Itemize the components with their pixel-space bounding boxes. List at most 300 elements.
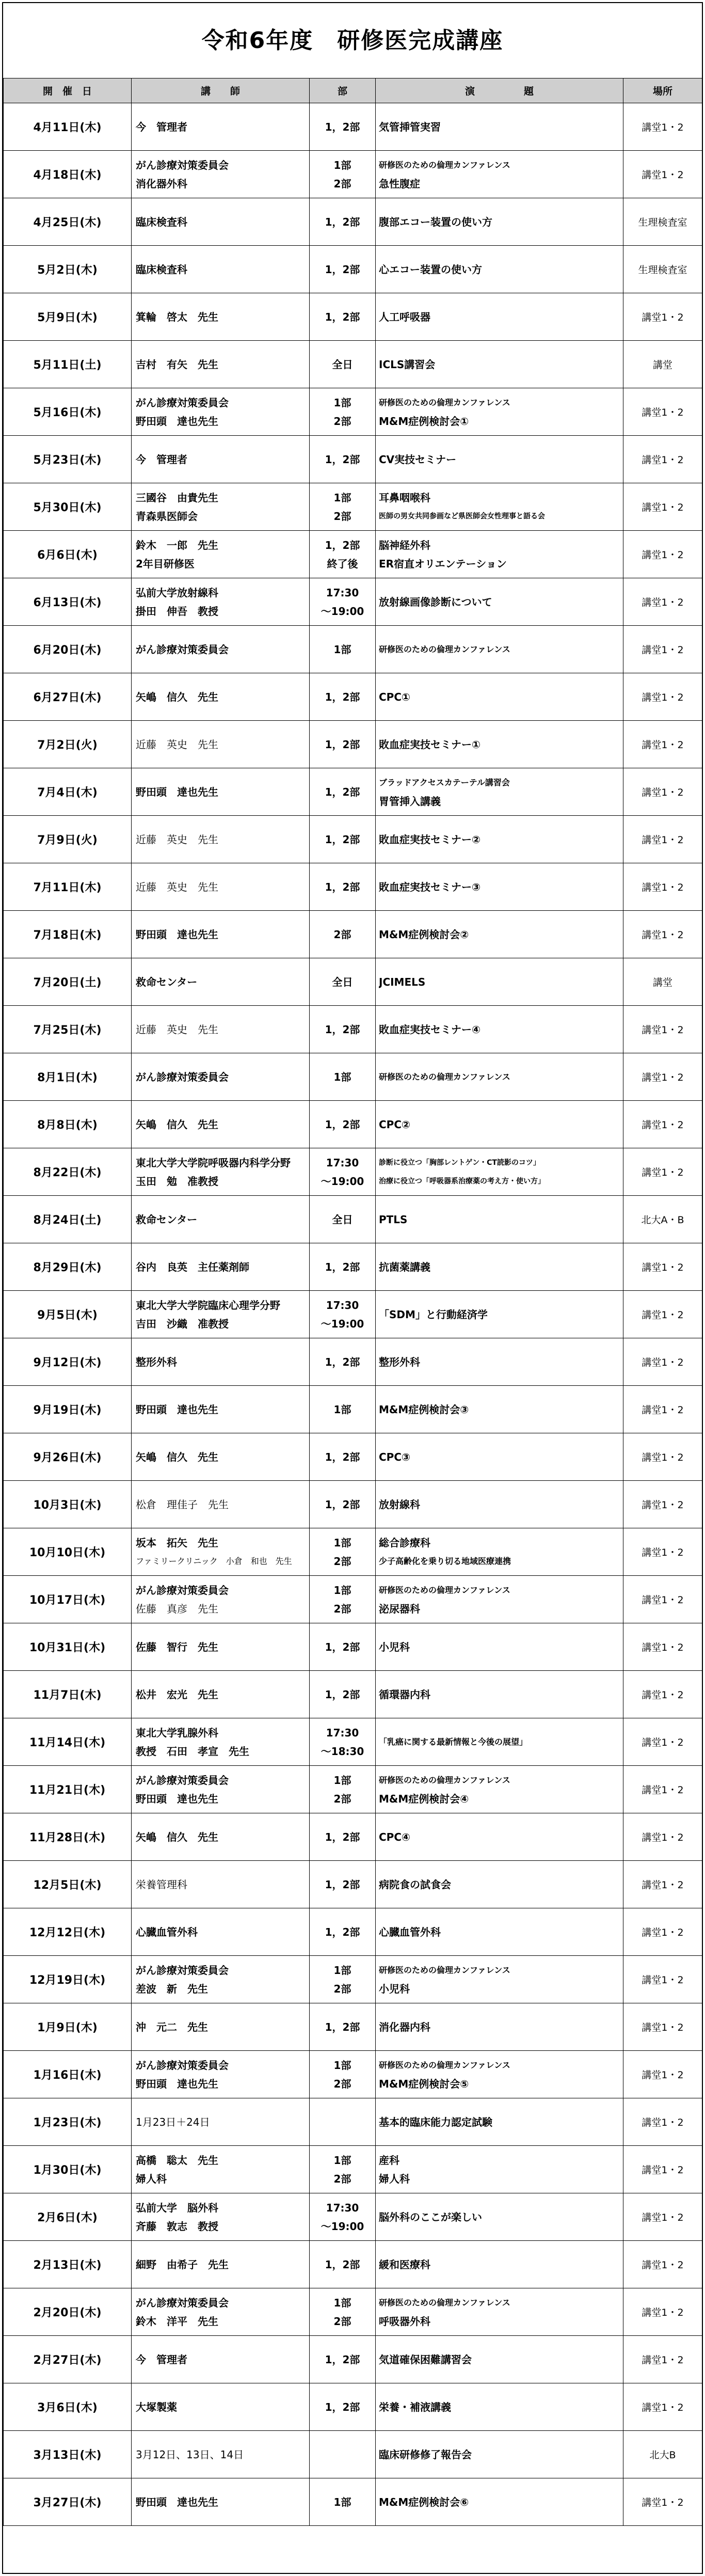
topic-line: 研修医のための倫理カンファレンス	[379, 1775, 510, 1785]
lec-line: 近藤 英史 先生	[136, 738, 218, 751]
topic-line: 研修医のための倫理カンファレンス	[379, 644, 510, 654]
topic-cell	[376, 1053, 623, 1101]
part-line: 1部	[333, 2059, 351, 2072]
place-cell: 講堂1・2	[623, 293, 702, 341]
place-cell: 講堂	[623, 958, 702, 1006]
topic-line: 循環器内科	[379, 1688, 430, 1701]
date-cell: 5月23日(木)	[4, 436, 132, 483]
place-cell: 講堂1・2	[623, 388, 702, 436]
part-line: 1部	[333, 1584, 351, 1597]
topic-line: 病院食の試食会	[379, 1878, 451, 1891]
topic-line: 心エコー装置の使い方	[379, 263, 482, 276]
topic-cell	[376, 1481, 623, 1528]
part-line: 1，2部	[325, 1450, 360, 1463]
part-line: 2部	[333, 2315, 351, 2328]
date-cell: 6月27日(木)	[4, 673, 132, 721]
part-line: 1部	[333, 2154, 351, 2167]
topic-line: 脳神経外科	[379, 539, 430, 551]
topic-line: ブラッドアクセスカテーテル講習会	[379, 777, 510, 787]
date-cell: 4月25日(木)	[4, 198, 132, 246]
table-row	[4, 1813, 702, 1861]
part-cell	[310, 2003, 376, 2051]
table-row	[4, 436, 702, 483]
part-cell	[310, 911, 376, 958]
part-line: 1，2部	[325, 1830, 360, 1843]
lecturer-cell	[132, 1481, 310, 1528]
part-cell	[310, 388, 376, 436]
lec-line: 近藤 英史 先生	[136, 880, 218, 893]
topic-line: 婦人科	[379, 2172, 410, 2185]
part-cell	[310, 2051, 376, 2098]
date-cell: 9月19日(木)	[4, 1386, 132, 1433]
topic-cell	[376, 1196, 623, 1243]
topic-line: CPC②	[379, 1118, 410, 1131]
date-cell: 7月2日(火)	[4, 721, 132, 768]
table-row	[4, 1718, 702, 1766]
lec-line: 栄養管理科	[136, 1878, 187, 1891]
lec-line: 佐藤 真彦 先生	[136, 1602, 218, 1615]
lec-line: 佐藤 智行 先生	[136, 1640, 218, 1653]
table-row	[4, 626, 702, 673]
lecturer-cell	[132, 673, 310, 721]
topic-line: 腹部エコー装置の使い方	[379, 215, 492, 228]
topic-line: 臨床研修修了報告会	[379, 2448, 472, 2461]
place-cell: 講堂	[623, 341, 702, 388]
part-line: 1部	[333, 491, 351, 504]
topic-line: 整形外科	[379, 1355, 420, 1368]
date-cell: 1月16日(木)	[4, 2051, 132, 2098]
part-line: 1，2部	[325, 539, 360, 551]
topic-cell	[376, 483, 623, 531]
lec-line: 教授 石田 孝宣 先生	[136, 1745, 249, 1758]
place-cell: 講堂1・2	[623, 863, 702, 911]
place-cell: 講堂1・2	[623, 1718, 702, 1766]
lecturer-cell	[132, 1386, 310, 1433]
place-cell: 講堂1・2	[623, 1433, 702, 1481]
topic-cell	[376, 673, 623, 721]
lec-line: 婦人科	[136, 2172, 167, 2185]
topic-line: CV実技セミナー	[379, 453, 457, 466]
part-cell	[310, 341, 376, 388]
part-line: 1，2部	[325, 120, 360, 133]
topic-line: 人工呼吸器	[379, 310, 430, 323]
part-line: 17:30	[326, 1726, 359, 1739]
lecturer-cell	[132, 2003, 310, 2051]
part-cell	[310, 1101, 376, 1148]
table-row	[4, 1006, 702, 1053]
table-row	[4, 1908, 702, 1956]
lecturer-cell	[132, 293, 310, 341]
table-row	[4, 1623, 702, 1671]
topic-line: 「SDM」と行動経済学	[379, 1308, 488, 1321]
lec-line: 臨床検査科	[136, 263, 187, 276]
lec-line: がん診療対策委員会	[136, 2059, 229, 2072]
place-cell: 講堂1・2	[623, 1861, 702, 1908]
lec-line: 消化器外科	[136, 177, 187, 190]
lecturer-cell	[132, 863, 310, 911]
part-line: 1，2部	[325, 690, 360, 703]
part-cell	[310, 1766, 376, 1813]
lec-line: 掛田 伸吾 教授	[136, 605, 218, 618]
topic-line: 敗血症実技セミナー④	[379, 1023, 480, 1036]
part-cell	[310, 2288, 376, 2336]
topic-cell	[376, 388, 623, 436]
topic-cell	[376, 1718, 623, 1766]
topic-line: M&M症例検討会⑤	[379, 2077, 469, 2090]
place-cell: 生理検査室	[623, 198, 702, 246]
lec-line: 吉村 有矢 先生	[136, 358, 218, 371]
lec-line: 弘前大学放射線科	[136, 586, 218, 599]
part-cell	[310, 1623, 376, 1671]
lec-line: 臨床検査科	[136, 215, 187, 228]
lec-line: 野田頭 達也先生	[136, 1403, 218, 1416]
part-cell	[310, 1528, 376, 1576]
table-row	[4, 1528, 702, 1576]
part-line: 1部	[333, 159, 351, 171]
part-line: 2部	[333, 177, 351, 190]
topic-cell	[376, 2478, 623, 2526]
table-row	[4, 911, 702, 958]
topic-line: 栄養・補液講義	[379, 2400, 451, 2413]
lecturer-cell	[132, 1053, 310, 1101]
part-cell	[310, 721, 376, 768]
place-cell: 講堂1・2	[623, 2146, 702, 2193]
place-cell: 講堂1・2	[623, 1908, 702, 1956]
table-row	[4, 1386, 702, 1433]
part-line: 1，2部	[325, 1260, 360, 1273]
lecturer-cell	[132, 1576, 310, 1623]
part-line: 1，2部	[325, 880, 360, 893]
topic-cell	[376, 816, 623, 863]
topic-cell	[376, 1101, 623, 1148]
part-cell	[310, 958, 376, 1006]
lecturer-cell	[132, 816, 310, 863]
lec-line: がん診療対策委員会	[136, 159, 229, 171]
topic-line: M&M症例検討会③	[379, 1403, 469, 1416]
date-cell: 8月22日(木)	[4, 1148, 132, 1196]
place-cell: 講堂1・2	[623, 1101, 702, 1148]
place-cell: 講堂1・2	[623, 531, 702, 578]
topic-line: 抗菌薬講義	[379, 1260, 430, 1273]
topic-cell	[376, 2098, 623, 2146]
lecturer-cell	[132, 768, 310, 816]
date-cell: 10月3日(木)	[4, 1481, 132, 1528]
topic-line: 研修医のための倫理カンファレンス	[379, 160, 510, 170]
lec-line: 整形外科	[136, 1355, 177, 1368]
lecturer-cell	[132, 1196, 310, 1243]
table-row	[4, 1766, 702, 1813]
topic-line: 産科	[379, 2154, 399, 2167]
date-cell: 6月13日(木)	[4, 578, 132, 626]
topic-line: 研修医のための倫理カンファレンス	[379, 2297, 510, 2308]
part-line: 1部	[333, 1403, 351, 1416]
table-row	[4, 2288, 702, 2336]
lecturer-cell	[132, 958, 310, 1006]
part-line: ～19:00	[321, 605, 364, 618]
topic-line: 耳鼻咽喉科	[379, 491, 430, 504]
header-place: 場所	[623, 78, 702, 103]
lecturer-cell	[132, 1671, 310, 1718]
lec-line: 東北大学乳腺外科	[136, 1726, 218, 1739]
part-line: ～19:00	[321, 2220, 364, 2233]
lecturer-cell	[132, 1006, 310, 1053]
topic-line: 気管挿管実習	[379, 120, 441, 133]
place-cell: 講堂1・2	[623, 1671, 702, 1718]
lec-line: 近藤 英史 先生	[136, 833, 218, 846]
table-row	[4, 2478, 702, 2526]
table-row	[4, 721, 702, 768]
part-line: 2部	[333, 2172, 351, 2185]
lec-line: 谷内 良英 主任薬剤師	[136, 1260, 249, 1273]
topic-line: CPC③	[379, 1450, 410, 1463]
lec-line: がん診療対策委員会	[136, 1774, 229, 1787]
date-cell: 2月27日(木)	[4, 2336, 132, 2383]
table-row	[4, 2431, 702, 2478]
table-row	[4, 341, 702, 388]
part-cell	[310, 1813, 376, 1861]
date-cell: 10月31日(木)	[4, 1623, 132, 1671]
place-cell: 講堂1・2	[623, 151, 702, 198]
lec-line: 野田頭 達也先生	[136, 2495, 218, 2508]
date-cell: 9月26日(木)	[4, 1433, 132, 1481]
topic-cell	[376, 2383, 623, 2431]
place-cell: 講堂1・2	[623, 2193, 702, 2241]
table-row	[4, 1291, 702, 1338]
part-line: 1，2部	[325, 1355, 360, 1368]
lec-line: 東北大学大学院呼吸器内科学分野	[136, 1156, 291, 1169]
date-cell: 1月9日(木)	[4, 2003, 132, 2051]
date-cell: 7月20日(土)	[4, 958, 132, 1006]
topic-line: PTLS	[379, 1213, 408, 1226]
date-cell: 12月5日(木)	[4, 1861, 132, 1908]
lecturer-cell	[132, 341, 310, 388]
place-cell: 講堂1・2	[623, 483, 702, 531]
part-line: ～19:00	[321, 1317, 364, 1330]
lec-line: 沖 元二 先生	[136, 2020, 208, 2033]
lec-line: 心臓血管外科	[136, 1925, 198, 1938]
place-cell: 講堂1・2	[623, 2288, 702, 2336]
part-line: 1，2部	[325, 215, 360, 228]
part-line: 1，2部	[325, 310, 360, 323]
lec-line: 野田頭 達也先生	[136, 2077, 218, 2090]
part-line: 17:30	[326, 1156, 359, 1169]
part-cell	[310, 1148, 376, 1196]
date-cell: 7月11日(木)	[4, 863, 132, 911]
table-row	[4, 1148, 702, 1196]
place-cell: 講堂1・2	[623, 1623, 702, 1671]
lecturer-cell	[132, 1718, 310, 1766]
topic-line: 気道確保困難講習会	[379, 2353, 472, 2366]
place-cell: 講堂1・2	[623, 1528, 702, 1576]
lecturer-cell	[132, 2478, 310, 2526]
part-cell	[310, 1196, 376, 1243]
lec-line: 矢嶋 信久 先生	[136, 1118, 218, 1131]
lec-line: ファミリークリニック 小倉 和也 先生	[136, 1556, 292, 1566]
topic-cell	[376, 768, 623, 816]
part-cell	[310, 2098, 376, 2146]
lecturer-cell	[132, 578, 310, 626]
part-cell	[310, 293, 376, 341]
place-cell: 講堂1・2	[623, 911, 702, 958]
topic-line: 研修医のための倫理カンファレンス	[379, 1071, 510, 1082]
topic-line: M&M症例検討会①	[379, 415, 469, 428]
table-row	[4, 578, 702, 626]
part-cell	[310, 768, 376, 816]
lec-line: 今 管理者	[136, 453, 187, 466]
topic-line: 呼吸器外科	[379, 2315, 430, 2328]
part-line: 1，2部	[325, 1878, 360, 1891]
table-row	[4, 198, 702, 246]
topic-line: M&M症例検討会②	[379, 928, 469, 941]
part-line: 1部	[333, 643, 351, 656]
table-row	[4, 816, 702, 863]
topic-cell	[376, 246, 623, 293]
topic-cell	[376, 1006, 623, 1053]
topic-line: 脳外科のここが楽しい	[379, 2210, 482, 2223]
date-cell: 11月21日(木)	[4, 1766, 132, 1813]
topic-line: 放射線画像診断について	[379, 595, 492, 608]
topic-line: 「乳癌に関する最新情報と今後の展望」	[379, 1736, 528, 1747]
date-cell: 5月9日(木)	[4, 293, 132, 341]
part-line: 全日	[332, 358, 353, 371]
date-cell: 3月6日(木)	[4, 2383, 132, 2431]
place-cell: 講堂1・2	[623, 578, 702, 626]
date-cell: 11月28日(木)	[4, 1813, 132, 1861]
lec-line: 差波 新 先生	[136, 1982, 208, 1995]
table-row	[4, 531, 702, 578]
lec-line: 松倉 理佳子 先生	[136, 1498, 229, 1511]
part-line: 1部	[333, 1070, 351, 1083]
table-row	[4, 2336, 702, 2383]
topic-cell	[376, 721, 623, 768]
place-cell: 講堂1・2	[623, 2478, 702, 2526]
part-line: 2部	[333, 928, 351, 941]
place-cell: 北大A・B	[623, 1196, 702, 1243]
lec-line: 2年目研修医	[136, 557, 195, 570]
part-line: 17:30	[326, 586, 359, 599]
date-cell: 6月6日(木)	[4, 531, 132, 578]
part-line: 2部	[333, 2077, 351, 2090]
part-cell	[310, 103, 376, 151]
topic-cell	[376, 198, 623, 246]
schedule-body	[4, 103, 702, 2526]
part-line: ～19:00	[321, 1175, 364, 1188]
part-line: 2部	[333, 415, 351, 428]
place-cell: 講堂1・2	[623, 2336, 702, 2383]
part-cell	[310, 483, 376, 531]
lecturer-cell	[132, 198, 310, 246]
part-cell	[310, 1718, 376, 1766]
part-cell	[310, 2478, 376, 2526]
part-line: 2部	[333, 1982, 351, 1995]
lec-line: 玉田 勉 准教授	[136, 1175, 218, 1188]
part-cell	[310, 626, 376, 673]
lec-line: 矢嶋 信久 先生	[136, 1450, 218, 1463]
topic-cell	[376, 1338, 623, 1386]
table-row	[4, 293, 702, 341]
topic-cell	[376, 1908, 623, 1956]
table-row	[4, 1338, 702, 1386]
part-cell	[310, 673, 376, 721]
part-cell	[310, 531, 376, 578]
lecturer-cell	[132, 2146, 310, 2193]
place-cell: 講堂1・2	[623, 1576, 702, 1623]
part-line: 1，2部	[325, 738, 360, 751]
table-row	[4, 1576, 702, 1623]
table-row	[4, 1861, 702, 1908]
part-cell	[310, 2336, 376, 2383]
lec-line: 大塚製薬	[136, 2400, 177, 2413]
place-cell: 講堂1・2	[623, 103, 702, 151]
topic-line: ICLS講習会	[379, 358, 436, 371]
part-cell	[310, 151, 376, 198]
place-cell: 講堂1・2	[623, 673, 702, 721]
table-row	[4, 151, 702, 198]
topic-cell	[376, 1861, 623, 1908]
topic-line: 少子高齢化を乗り切る地域医療連携	[379, 1556, 511, 1566]
place-cell: 講堂1・2	[623, 626, 702, 673]
place-cell: 講堂1・2	[623, 1053, 702, 1101]
part-line: 全日	[332, 1213, 353, 1226]
part-line: 1，2部	[325, 453, 360, 466]
lec-line: 救命センター	[136, 1213, 198, 1226]
table-row	[4, 1053, 702, 1101]
part-cell	[310, 1576, 376, 1623]
topic-line: 研修医のための倫理カンファレンス	[379, 1585, 510, 1595]
topic-cell	[376, 1528, 623, 1576]
topic-line: 放射線科	[379, 1498, 420, 1511]
lecturer-cell	[132, 721, 310, 768]
topic-cell	[376, 2241, 623, 2288]
topic-line: 研修医のための倫理カンファレンス	[379, 397, 510, 407]
topic-cell	[376, 293, 623, 341]
lecturer-cell	[132, 1956, 310, 2003]
topic-cell	[376, 151, 623, 198]
part-cell	[310, 1053, 376, 1101]
date-cell: 8月8日(木)	[4, 1101, 132, 1148]
topic-cell	[376, 1243, 623, 1291]
lecturer-cell	[132, 1243, 310, 1291]
date-cell: 12月19日(木)	[4, 1956, 132, 2003]
place-cell: 講堂1・2	[623, 1386, 702, 1433]
date-cell: 9月12日(木)	[4, 1338, 132, 1386]
topic-line: 医師の男女共同参画など県医師会女性理事と語る会	[379, 512, 545, 520]
lecturer-cell	[132, 2241, 310, 2288]
lecturer-cell	[132, 2383, 310, 2431]
part-cell	[310, 578, 376, 626]
part-line: 1部	[333, 2495, 351, 2508]
table-row	[4, 1671, 702, 1718]
header-lecturer: 講 師	[132, 78, 310, 103]
header-date: 開 催 日	[4, 78, 132, 103]
lec-line: 野田頭 達也先生	[136, 928, 218, 941]
part-line: 1部	[333, 1964, 351, 1977]
lecturer-cell	[132, 2098, 310, 2146]
part-line: 1，2部	[325, 833, 360, 846]
date-cell: 3月13日(木)	[4, 2431, 132, 2478]
part-cell	[310, 1386, 376, 1433]
date-cell: 12月12日(木)	[4, 1908, 132, 1956]
part-cell	[310, 1956, 376, 2003]
part-line: 1，2部	[325, 2258, 360, 2271]
table-row	[4, 1481, 702, 1528]
topic-line: 敗血症実技セミナー②	[379, 833, 480, 846]
part-line: 17:30	[326, 1299, 359, 1311]
part-line: 1，2部	[325, 2020, 360, 2033]
date-cell: 2月13日(木)	[4, 2241, 132, 2288]
topic-line: M&M症例検討会⑥	[379, 2495, 469, 2508]
date-cell: 10月17日(木)	[4, 1576, 132, 1623]
